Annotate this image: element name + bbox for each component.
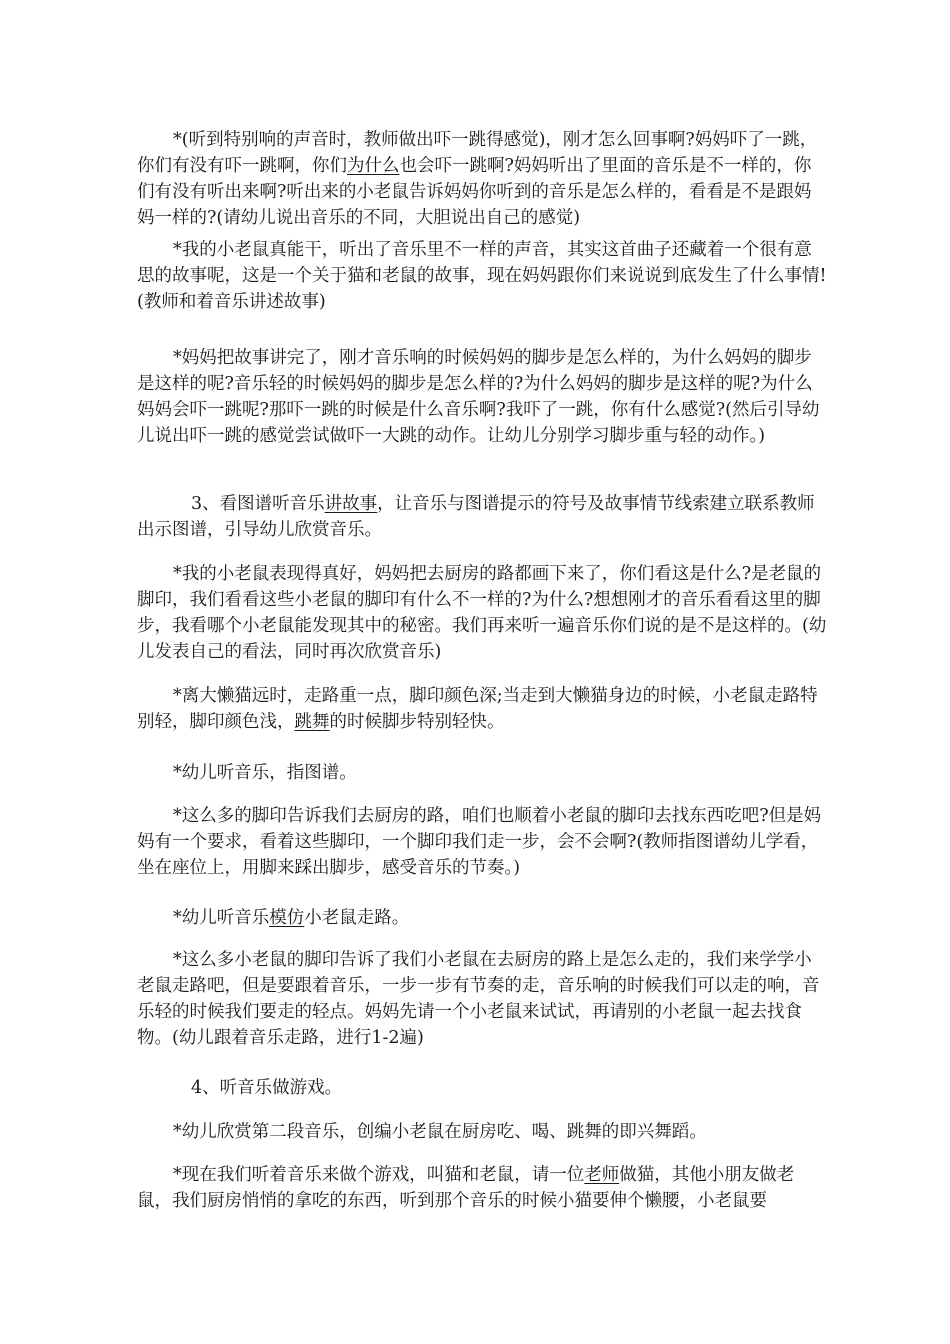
link-teacher[interactable]: 老师: [584, 1165, 620, 1185]
text: *幼儿欣赏第二段音乐，创编小老鼠在厨房吃、喝、跳舞的即兴舞蹈。: [173, 1122, 707, 1142]
text: *离大懒猫远时，走路重一点，脚印颜色深;当走到大懒猫身边的时候，小老鼠走路特别轻，脚印颜色浅，: [137, 686, 818, 732]
paragraph-second-section: [137, 1119, 827, 1145]
paragraph-imitate: [137, 905, 827, 931]
paragraph-heavy-light: [137, 683, 827, 735]
text: *幼儿听音乐: [173, 908, 270, 928]
text: ，让音乐与图谱提示的符号及故事情节线索建立联系教师出示图谱，引导幼儿欣赏音乐。: [137, 494, 815, 540]
link-imitate[interactable]: 模仿: [269, 908, 305, 928]
paragraph-game: [137, 1162, 827, 1214]
text: *我的小老鼠真能干，听出了音乐里不一样的声音，其实这首曲子还藏着一个很有意思的故事呢，这是一个关于猫和老鼠的故事，现在妈妈跟你们来说说到底发生了什么事情!(教师和着音乐讲述故事): [137, 240, 827, 312]
paragraph-footprints-map: [137, 561, 827, 665]
paragraph-startle-question: [137, 127, 827, 231]
text: 也会吓一跳啊?妈妈听出了里面的音乐是不一样的，你们有没有听出来啊?听出来的小老鼠告诉妈妈你听到的音乐是怎么样的，看看是不是跟妈妈一样的?(请幼儿说出音乐的不同，大胆说出自己的感觉): [137, 156, 812, 228]
text: 小老鼠走路。: [304, 908, 410, 928]
text: *幼儿听音乐，指图谱。: [173, 763, 357, 783]
paragraph-story-intro: [137, 237, 827, 315]
text: *这么多小老鼠的脚印告诉了我们小老鼠在去厨房的路上是怎么走的，我们来学学小老鼠走路吧，但是要跟着音乐，一步一步有节奏的走，音乐响的时候我们可以走的响，音乐轻的时候我们要走的轻点。妈妈先请一个小老鼠来试试，再请别的小老鼠一起去找食物。(幼儿跟着音乐走路，进行1-2遍): [137, 950, 820, 1048]
paragraph-follow-footprints: [137, 803, 827, 881]
text: 4、听音乐做游戏。: [191, 1078, 343, 1098]
paragraph-listen-point: [137, 760, 827, 786]
link-tell-story[interactable]: 讲故事: [324, 494, 378, 514]
link-why[interactable]: 为什么: [347, 156, 400, 176]
paragraph-walk-like-mice: [137, 947, 827, 1051]
text: 做猫，其他小朋友做老鼠，我们厨房悄悄的拿吃的东西，听到那个音乐的时候小猫要伸个懒腰，小老鼠要: [137, 1165, 795, 1211]
text: *妈妈把故事讲完了，刚才音乐响的时候妈妈的脚步是怎么样的，为什么妈妈的脚步是这样的呢?音乐轻的时候妈妈的脚步是怎么样的?为什么妈妈的脚步是这样的呢?为什么妈妈会吓一跳呢?那吓一跳的时候是什么音乐啊?我吓了一跳，你有什么感觉?(然后引导幼儿说出吓一跳的感觉尝试做吓一大跳的动作。让幼儿分别学习脚步重与轻的动作。): [137, 348, 820, 446]
text: *这么多的脚印告诉我们去厨房的路，咱们也顺着小老鼠的脚印去找东西吃吧?但是妈妈有一个要求，看着这些脚印，一个脚印我们走一步，会不会啊?(教师指图谱幼儿学看，坐在座位上，用脚来踩出脚步，感受音乐的节奏。): [137, 806, 822, 878]
link-dance[interactable]: 跳舞: [294, 712, 330, 732]
paragraph-footsteps: [137, 345, 827, 449]
section-heading-3: [137, 491, 827, 543]
text: 的时候脚步特别轻快。: [329, 712, 505, 732]
section-heading-4: [137, 1075, 827, 1101]
text: *(听到特别响的声音时，教师做出吓一跳得感觉)，刚才怎么回事啊?妈妈吓了一跳，你们有没有吓一跳啊，你们: [137, 130, 818, 176]
text: *现在我们听着音乐来做个游戏，叫猫和老鼠，请一位: [173, 1165, 585, 1185]
text: *我的小老鼠表现得真好，妈妈把去厨房的路都画下来了，你们看这是什么?是老鼠的脚印，我们看看这些小老鼠的脚印有什么不一样的?为什么?想想刚才的音乐看看这里的脚步，我看哪个小老鼠能发现其中的秘密。我们再来听一遍音乐你们说的是不是这样的。(幼儿发表自己的看法，同时再次欣赏音乐): [137, 564, 827, 662]
text: 3、看图谱听音乐: [191, 494, 325, 514]
